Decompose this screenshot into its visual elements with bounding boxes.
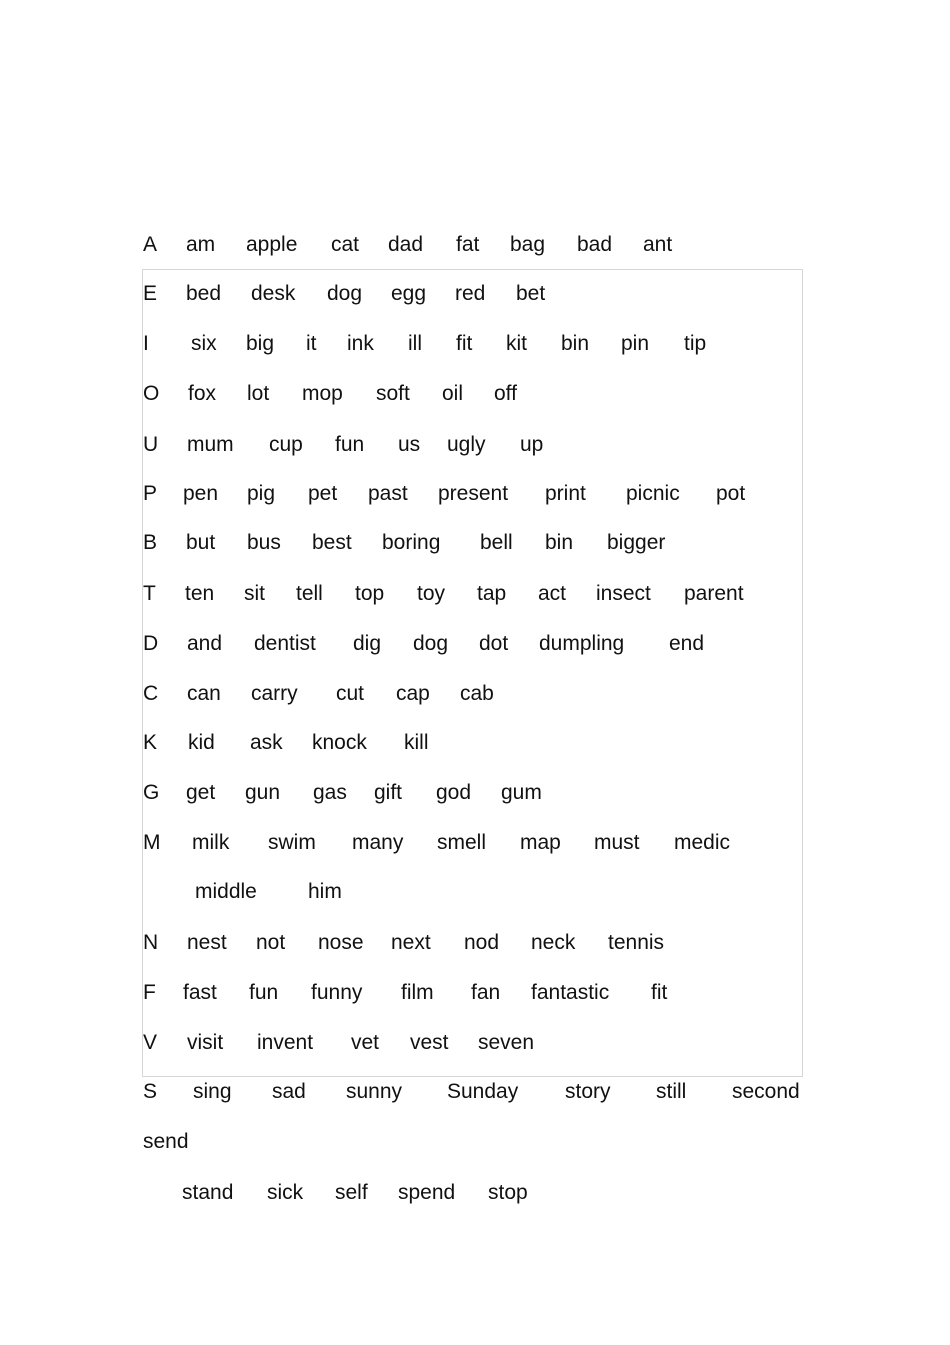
- word: tennis: [608, 931, 665, 954]
- word: dog: [413, 632, 449, 655]
- word: knock: [312, 731, 367, 754]
- word-row: [0, 1178, 950, 1208]
- word: nod: [464, 931, 500, 954]
- word: spend: [398, 1181, 456, 1204]
- word-row: [0, 1028, 950, 1058]
- word-row: [0, 679, 950, 709]
- word-row: [0, 279, 950, 309]
- word: dentist: [254, 632, 316, 655]
- word: bet: [516, 282, 546, 305]
- word: ink: [347, 332, 374, 355]
- word: nest: [187, 931, 227, 954]
- word-row: [0, 728, 950, 758]
- word: vest: [410, 1031, 449, 1054]
- word: cab: [460, 682, 494, 705]
- word: kill: [404, 731, 429, 754]
- word: kit: [506, 332, 527, 355]
- row-letter: S: [143, 1080, 158, 1103]
- word: bag: [510, 233, 546, 256]
- word: self: [335, 1181, 368, 1204]
- word: six: [191, 332, 217, 355]
- word-row: [0, 230, 950, 260]
- word: carry: [251, 682, 298, 705]
- word: print: [545, 482, 586, 505]
- word: fantastic: [531, 981, 610, 1004]
- word: not: [256, 931, 286, 954]
- word: bus: [247, 531, 281, 554]
- word: medic: [674, 831, 731, 854]
- word: him: [308, 880, 342, 903]
- word: red: [455, 282, 486, 305]
- word-row: [0, 828, 950, 858]
- word-row: [0, 629, 950, 659]
- row-letter: A: [143, 233, 158, 256]
- word: ugly: [447, 433, 486, 456]
- row-letter: C: [143, 682, 159, 705]
- word: gift: [374, 781, 403, 804]
- word-row: [0, 928, 950, 958]
- word: but: [186, 531, 216, 554]
- word: it: [306, 332, 317, 355]
- word: boring: [382, 531, 441, 554]
- word: stop: [488, 1181, 528, 1204]
- word-row: [0, 1127, 950, 1157]
- word: fast: [183, 981, 217, 1004]
- word-row: [0, 329, 950, 359]
- word: present: [438, 482, 509, 505]
- word-row: [0, 579, 950, 609]
- word: soft: [376, 382, 410, 405]
- row-letter: P: [143, 482, 158, 505]
- word: egg: [391, 282, 427, 305]
- word: off: [494, 382, 517, 405]
- row-letter: U: [143, 433, 159, 456]
- word-row: [0, 379, 950, 409]
- word: fun: [249, 981, 279, 1004]
- word: cup: [269, 433, 303, 456]
- word: oil: [442, 382, 464, 405]
- row-letter: M: [143, 831, 161, 854]
- word: next: [391, 931, 431, 954]
- word: and: [187, 632, 223, 655]
- word: vet: [351, 1031, 380, 1054]
- word: dot: [479, 632, 509, 655]
- word: ask: [250, 731, 283, 754]
- word: middle: [195, 880, 257, 903]
- word: cut: [336, 682, 365, 705]
- word-row: [0, 430, 950, 460]
- word: invent: [257, 1031, 314, 1054]
- word: end: [669, 632, 705, 655]
- word: gas: [313, 781, 347, 804]
- word: mop: [302, 382, 343, 405]
- word: sit: [244, 582, 265, 605]
- word-row: [0, 778, 950, 808]
- row-letter: D: [143, 632, 159, 655]
- word: seven: [478, 1031, 535, 1054]
- word: film: [401, 981, 434, 1004]
- word-row: [0, 479, 950, 509]
- word: am: [186, 233, 216, 256]
- word: funny: [311, 981, 363, 1004]
- word: sunny: [346, 1080, 403, 1103]
- row-letter: I: [143, 332, 149, 355]
- word-row: [0, 978, 950, 1008]
- word: gum: [501, 781, 542, 804]
- word: still: [656, 1080, 687, 1103]
- row-letter: O: [143, 382, 160, 405]
- word: top: [355, 582, 385, 605]
- word: god: [436, 781, 472, 804]
- word: gun: [245, 781, 281, 804]
- word: fun: [335, 433, 365, 456]
- row-letter: K: [143, 731, 158, 754]
- word: many: [352, 831, 404, 854]
- word: toy: [417, 582, 446, 605]
- word: second: [732, 1080, 800, 1103]
- word: sick: [267, 1181, 304, 1204]
- word: lot: [247, 382, 270, 405]
- word: pen: [183, 482, 219, 505]
- word: swim: [268, 831, 316, 854]
- word: bell: [480, 531, 513, 554]
- word: pot: [716, 482, 746, 505]
- word: tap: [477, 582, 507, 605]
- word: ten: [185, 582, 215, 605]
- word-row: [0, 1077, 950, 1107]
- word: can: [187, 682, 221, 705]
- word: bigger: [607, 531, 666, 554]
- word: cat: [331, 233, 360, 256]
- word: picnic: [626, 482, 680, 505]
- word: apple: [246, 233, 298, 256]
- word: ant: [643, 233, 673, 256]
- word: up: [520, 433, 544, 456]
- row-letter: F: [143, 981, 156, 1004]
- row-letter: B: [143, 531, 158, 554]
- word: mum: [187, 433, 234, 456]
- word: must: [594, 831, 640, 854]
- word: neck: [531, 931, 576, 954]
- word: tip: [684, 332, 707, 355]
- word: best: [312, 531, 352, 554]
- word: Sunday: [447, 1080, 519, 1103]
- word: bin: [545, 531, 574, 554]
- word: get: [186, 781, 216, 804]
- word: story: [565, 1080, 611, 1103]
- row-letter: T: [143, 582, 156, 605]
- row-letter: N: [143, 931, 159, 954]
- word: milk: [192, 831, 230, 854]
- word: sing: [193, 1080, 232, 1103]
- word: parent: [684, 582, 744, 605]
- word: sad: [272, 1080, 306, 1103]
- word: pin: [621, 332, 650, 355]
- word: big: [246, 332, 275, 355]
- word: us: [398, 433, 421, 456]
- word: send: [143, 1130, 189, 1153]
- word: visit: [187, 1031, 224, 1054]
- word: bed: [186, 282, 222, 305]
- row-letter: V: [143, 1031, 158, 1054]
- word: fox: [188, 382, 217, 405]
- word: fan: [471, 981, 501, 1004]
- word: bad: [577, 233, 613, 256]
- word: insect: [596, 582, 651, 605]
- word: dumpling: [539, 632, 625, 655]
- word: dad: [388, 233, 424, 256]
- word: nose: [318, 931, 364, 954]
- word: fit: [456, 332, 473, 355]
- word: map: [520, 831, 561, 854]
- word: dog: [327, 282, 363, 305]
- word: smell: [437, 831, 487, 854]
- word: dig: [353, 632, 382, 655]
- word: pig: [247, 482, 276, 505]
- word: stand: [182, 1181, 234, 1204]
- word: cap: [396, 682, 430, 705]
- word: fit: [651, 981, 668, 1004]
- word: pet: [308, 482, 338, 505]
- word: desk: [251, 282, 296, 305]
- word: kid: [188, 731, 215, 754]
- word-row: [0, 528, 950, 558]
- row-letter: G: [143, 781, 160, 804]
- row-letter: E: [143, 282, 158, 305]
- word: tell: [296, 582, 323, 605]
- word: fat: [456, 233, 480, 256]
- word: act: [538, 582, 567, 605]
- word: bin: [561, 332, 590, 355]
- word-row: [0, 877, 950, 907]
- word: past: [368, 482, 408, 505]
- word: ill: [408, 332, 422, 355]
